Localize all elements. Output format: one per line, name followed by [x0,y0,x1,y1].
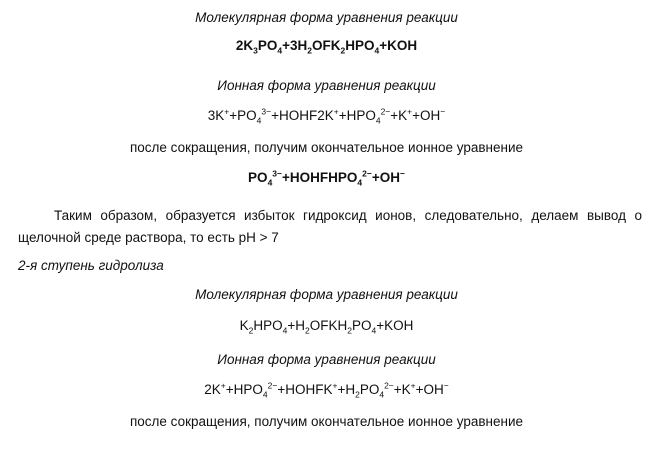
after-reduction-text-2: после сокращения, получим окончательное ионное уравнение [129,414,524,429]
molecular-equation-1: $2K_3PO_4+3H_2OFK_2HPO_4+KOH$ [235,38,418,56]
ionic-heading-1: Ионная форма уравнения реакции [217,78,436,93]
conclusion-paragraph: Таким образом, образуется избыток гидроксид ионов, следовательно, делаем вывод о щелочной среде раствора, то есть pH > 7 [18,208,642,245]
ionic-heading-2: Ионная форма уравнения реакции [217,352,436,367]
ionic-equation-2: $2K^++HPO_4^{2-}+HOHFK^++H_2PO_4^{2-}+K^++OH^-$ [204,380,449,400]
after-reduction-text-1: после сокращения, получим окончательное ионное уравнение [129,140,524,155]
stage-2-title: 2-я ступень гидролиза [18,258,164,273]
molecular-heading-2: Молекулярная форма уравнения реакции [195,287,458,302]
molecular-heading-1: Молекулярная форма уравнения реакции [195,10,458,25]
short-ionic-equation-1: $PO_4^{3-}+HOHFHPO_4^{2-}+OH^-$ [248,168,405,188]
ionic-equation-1: $3K^++PO_4^{3-}+HOHF2K^++HPO_4^{2-}+K^++OH^-$ [207,106,446,126]
molecular-equation-2: $K_2HPO_4+H_2OFKH_2PO_4+KOH$ [239,318,414,336]
